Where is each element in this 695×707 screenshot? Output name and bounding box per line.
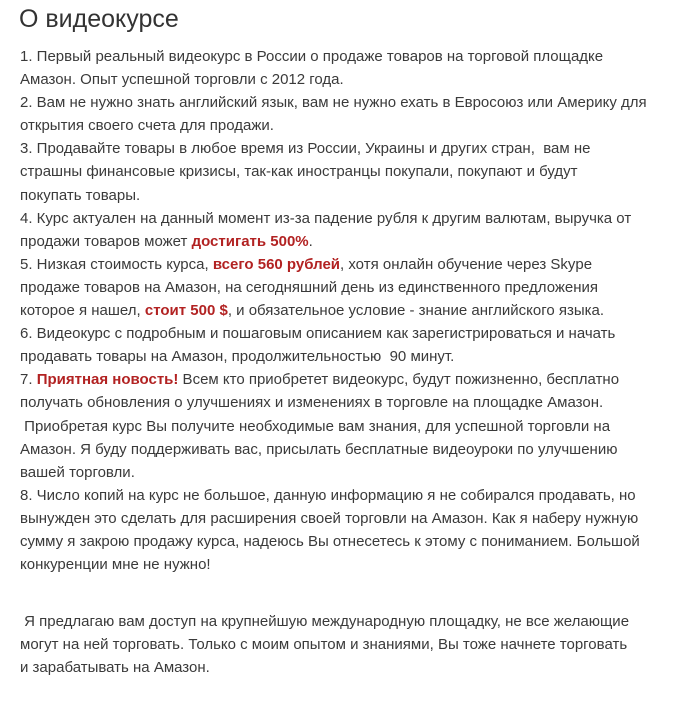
text-segment: вашей торговли. [20,463,135,481]
text-segment: получать обновления о улучшениях и изменениях в торговле на площадке Амазон. [20,394,604,412]
text-line [20,160,690,183]
text-line [20,415,690,438]
text-segment: 8. Число копий на курс не большое, данную информацию я не собирался продавать, но [20,486,636,504]
text-segment: сумму я закрою продажу курса, надеюсь Вы отнесетесь к этому с пониманием. Большой [20,532,640,550]
text-segment: . [308,232,313,250]
closing-paragraph [20,610,690,679]
highlight-text: всего 560 рублей [212,255,341,273]
text-line [20,137,690,160]
text-segment: продаже товаров на Амазон, на сегодняшний день из единственного предложения [20,278,599,296]
text-segment: продажи товаров может [20,232,192,250]
text-line [20,345,690,368]
paragraph-gap [20,576,690,610]
text-line [20,299,690,322]
feature-list [20,45,690,576]
text-segment: , хотя онлайн обучение через Skype [340,255,593,273]
text-segment: страшны финансовые кризисы, так-как иностранцы покупали, покупают и будут [20,163,578,181]
highlight-text: Приятная новость! [36,371,179,389]
text-segment: Амазон. Я буду поддерживать вас, присылать бесплатные видеоуроки по улучшению [20,440,618,458]
text-segment: покупать товары. [20,186,141,204]
text-segment: 4. Курс актуален на данный момент из-за падение рубля к другим валютам, выручка от [20,209,632,227]
text-line [20,230,690,253]
text-segment: 5. Низкая стоимость курса, [20,255,213,273]
text-segment: Я предлагаю вам доступ на крупнейшую международную площадку, не все желающие [20,613,630,631]
text-line [20,91,690,114]
text-segment: могут на ней торговать. Только с моим опытом и знаниями, Вы тоже начнете торговать [20,636,628,654]
text-line [20,507,690,530]
closing-line [20,656,690,679]
text-segment: 6. Видеокурс с подробным и пошаговым описанием как зарегистрироваться и начать [20,325,616,343]
closing-line [20,633,690,656]
text-segment: Приобретая курс Вы получите необходимые вам знания, для успешной торговли на [20,417,611,435]
text-segment: 7. [20,371,37,389]
text-line [20,484,690,507]
text-line [20,207,690,230]
text-segment: 1. Первый реальный видеокурс в России о продаже товаров на торговой площадке [20,48,604,65]
text-line [20,114,690,137]
text-line [20,322,690,345]
highlight-text: достигать 500% [191,232,309,250]
text-line [20,184,690,207]
text-line [20,391,690,414]
highlight-text: стоит 500 $ [144,302,228,320]
text-line [20,461,690,484]
page-title: О видеокурсе [19,5,179,33]
text-line [20,368,690,391]
text-line [20,438,690,461]
text-line [20,68,690,91]
text-line [20,45,690,68]
text-segment: конкуренции мне не нужно! [20,556,211,574]
text-segment: открытия своего счета для продажи. [20,117,274,135]
course-description [20,45,690,679]
text-segment: Всем кто приобретет видеокурс, будут пожизненно, бесплатно [178,371,620,389]
text-line [20,253,690,276]
text-line [20,276,690,299]
text-segment: Амазон. Опыт успешной торговли с 2012 года. [20,71,344,89]
text-segment: 3. Продавайте товары в любое время из России, Украины и других стран, вам не [20,140,591,158]
text-line [20,553,690,576]
text-segment: , и обязательное условие - знание английского языка. [227,302,605,320]
text-segment: продавать товары на Амазон, продолжительностью 90 минут. [20,348,455,366]
text-segment: и зарабатывать на Амазон. [20,659,210,677]
text-segment: 2. Вам не нужно знать английский язык, вам не нужно ехать в Евросоюз или Америку для [20,94,647,112]
text-segment: вынужден это сделать для расширения своей торговли на Амазон. Как я наберу нужную [20,509,639,527]
closing-line [20,610,690,633]
text-segment: которое я нашел, [20,302,145,320]
text-line [20,530,690,553]
